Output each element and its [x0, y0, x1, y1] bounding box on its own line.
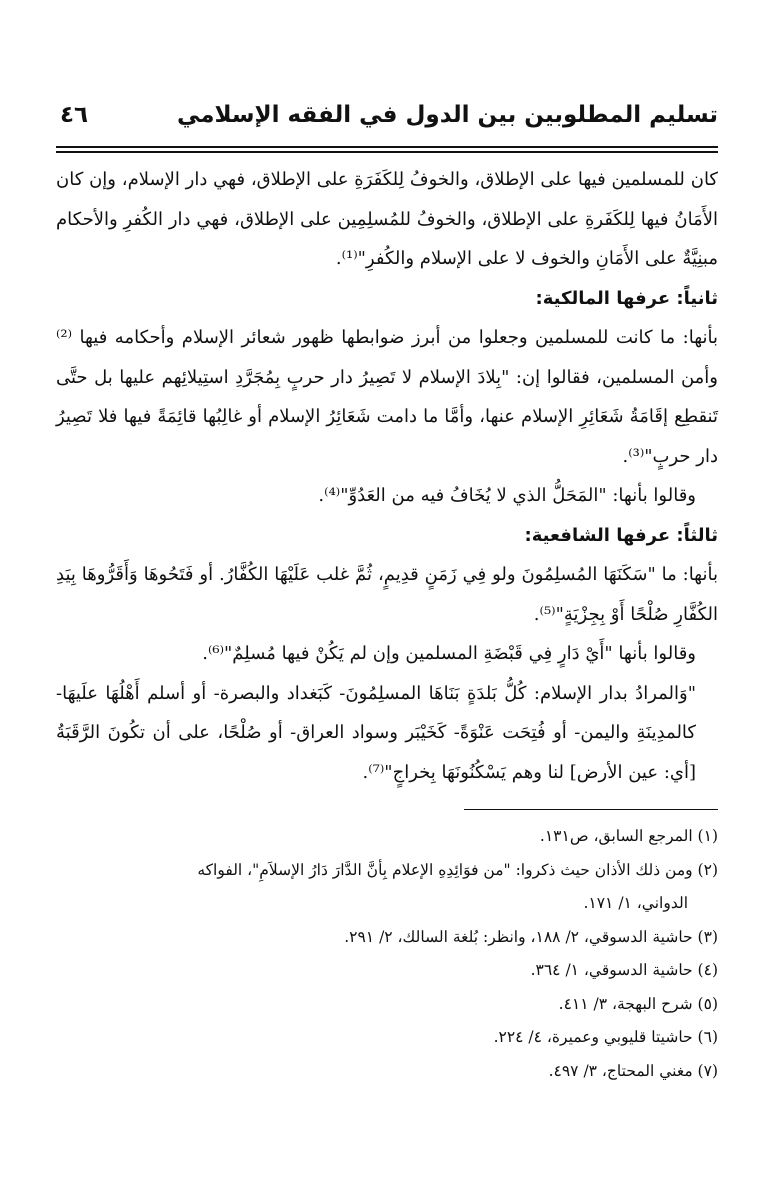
footnotes [56, 820, 718, 1088]
book-page [56, 0, 718, 1195]
paragraph-dar-al-islam-meaning: "وَالمرادُ بدار الإسلام: كُلُّ بَلدَةٍ بَنَاهَا المسلِمُونَ- كَبَغداد والبصرة- أو أسلم أَهْلُهَا علَيهَا- كالمدِينَةِ واليمن- أو فُتِحَت عَنْوَةً- كَخَيْبَر وسواد العراق- أو صُلْحًا، على أن تكُونَ الرَّقَبَةُ [أي: عين الأرض] لنا وهم يَسْكُنُونَهَا بِخراجٍ"⁽⁷⁾. [56, 682, 696, 783]
footnote-separator [464, 809, 718, 810]
footnote-7: (٧) مغني المحتاج، ٣/ ٤٩٧. [548, 1061, 718, 1080]
footnote-6: (٦) حاشيتا قليوبي وعميرة، ٤/ ٢٢٤. [493, 1028, 718, 1046]
paragraph-shafii-definition: بأنها: ما "سَكَنَهَا المُسلِمُونَ ولو فِي زَمَنٍ قدِيمٍ، ثُمَّ غلب عَلَيْهَا الكُفَّارُ. أو فَتَحُوهَا وَأَقَرُّوهَا بِيَدِ الكُفَّارِ صُلْحًا أَوْ بِجِزْيَةٍ"⁽⁵⁾. [56, 564, 718, 625]
paragraph-maliki-quote: وقالوا بأنها: "المَحَلُّ الذي لا يُخَافُ فيه من العَدُوِّ"⁽⁴⁾. [318, 485, 696, 506]
footnote-2: (٢) ومن ذلك الأذان حيث ذكروا: "من فوَائِدِهِ الإعلام بِأنَّ الدَّارَ دَارُ الإسلاَمِ"، الفواكه [197, 860, 718, 879]
page-number: ٤٦ [60, 102, 89, 128]
paragraph-continuation: كان للمسلمين فيها على الإطلاق، والخوفُ لِلكَفَرَةِ على الإطلاق، فهي دار الإسلام، وإن كان الأَمَانُ فيها لِلكَفَرةِ على الإطلاق، والخوفُ للمُسلِمِين على الإطلاق، فهي دار الكُفرِ والأحكام مبنِيَّةٌ على الأَمَانِ والخوف لا على الإسلام والكُفرِ"⁽¹⁾. [56, 169, 718, 269]
section-heading-shafii: ثالثاً: عرفها الشافعية: [524, 524, 718, 546]
header-rule-top [56, 146, 718, 148]
paragraph-shafii-quote: وقالوا بأنها "أَيْ دَارٍ فِي قَبْضَةِ المسلمين وإن لم يَكُنْ فيها مُسلِمٌ"⁽⁶⁾. [202, 643, 696, 664]
footnote-2-continuation: الدواني، ١/ ١٧١. [583, 894, 688, 912]
footnote-1: (١) المرجع السابق، ص١٣١. [539, 827, 718, 845]
footnote-3: (٣) حاشية الدسوقي، ٢/ ١٨٨، وانظر: بُلغة السالك، ٢/ ٢٩١. [344, 927, 718, 946]
paragraph-maliki-definition: بأنها: ما كانت للمسلمين وجعلوا من أبرز ضوابطها ظهور شعائر الإسلام وأحكامه فيها ⁽²⁾ وأمن المسلمين، فقالوا إن: "بِلادَ الإسلام لا تَصِيرُ دار حربٍ بِمُجَرَّدِ استِيلائِهم عليها بل حتَّى تَنقطِع إقَامَةُ شَعَائِرِ الإسلام عنها، وأمَّا ما دامت شَعَائِرُ الإسلام أو غالِبُها قائِمَةً فيها فلا تَصِيرُ دار حربٍ"⁽³⁾. [56, 327, 718, 467]
running-title: تسليم المطلوبين بين الدول في الفقه الإسلامي [176, 102, 718, 128]
header-rule-bottom [56, 151, 718, 153]
footnote-5: (٥) شرح البهجة، ٣/ ٤١١. [558, 994, 718, 1013]
section-heading-maliki: ثانياً: عرفها المالكية: [535, 287, 718, 309]
main-text [56, 160, 718, 792]
running-header [56, 98, 718, 138]
footnote-4: (٤) حاشية الدسوقي، ١/ ٣٦٤. [530, 961, 718, 979]
